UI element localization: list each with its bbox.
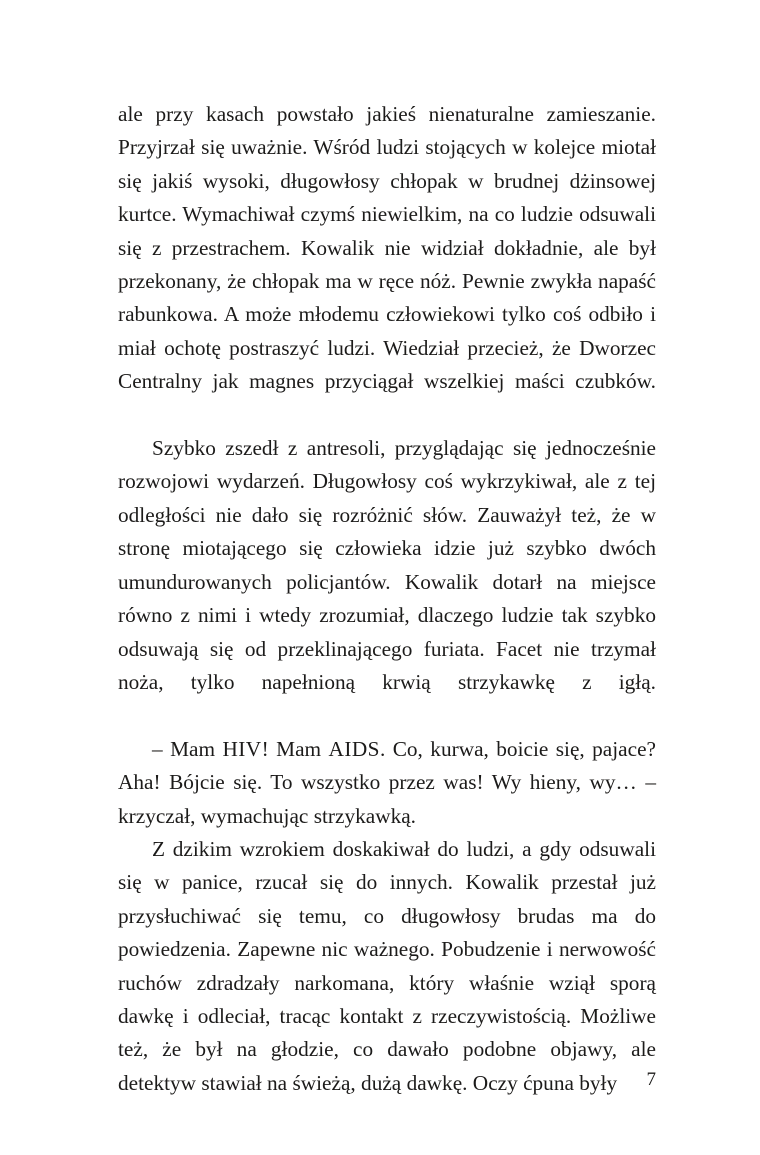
paragraph-continuation: ale przy kasach powstało jakieś nienaturalne zamieszanie. Przyjrzał się uważnie. Wśród ludzi stojących w kolejce miotał się jakiś wysoki, długowłosy chłopak w brudnej dżinsowej kurtce. Wymachiwał czymś niewielkim, na co ludzie odsuwali się z przestrachem. Kowalik nie widział dokładnie, ale był przekonany, że chłopak ma w ręce nóż. Pewnie zwykła napaść rabunkowa. A może młodemu człowiekowi tylko coś odbiło i miał ochotę postraszyć ludzi. Wiedział przecież, że Dworzec Centralny jak magnes przyciągał wszelkiej maści czubków. [118, 102, 656, 394]
page-number: 7 [646, 1069, 656, 1090]
paragraph-dialogue: – Mam HIV! Mam AIDS. Co, kurwa, boicie się, pajace? Aha! Bójcie się. To wszystko przez was! Wy hieny, wy… – krzyczał, wymachując strzykawką. [118, 736, 656, 828]
smallcaps-abbreviation: HIV [222, 736, 262, 761]
smallcaps-abbreviation: AIDS [328, 736, 380, 761]
paragraph-szybko-zszedl: Szybko zszedł z antresoli, przyglądając się jednocześnie rozwojowi wydarzeń. Długowłosy coś wykrzykiwał, ale z tej odległości nie dało się rozróżnić słów. Zauważył też, że w stronę miotającego się człowieka idzie już szybko dwóch umundurowanych policjantów. Kowalik dotarł na miejsce równo z nimi i wtedy zrozumiał, dlaczego ludzie tak szybko odsuwają się od przeklinającego furiata. Facet nie trzymał noża, tylko napełnioną krwią strzykawkę z igłą. [118, 436, 656, 694]
paragraph-z-dzikim-wzrokiem: Z dzikim wzrokiem doskakiwał do ludzi, a gdy odsuwali się w panice, rzucał się do innych. Kowalik przestał już przysłuchiwać się temu, co długowłosy brudas ma do powiedzenia. Zapewne nic ważnego. Pobudzenie i nerwowość ruchów zdradzały narkomana, który właśnie wziął sporą dawkę i odleciał, tracąc kontakt z rzeczywistością. Możliwe też, że był na głodzie, co dawało podobne objawy, ale detektyw stawiał na świeżą, dużą dawkę. Oczy ćpuna były [118, 836, 656, 1095]
page-text-block [118, 98, 656, 1100]
